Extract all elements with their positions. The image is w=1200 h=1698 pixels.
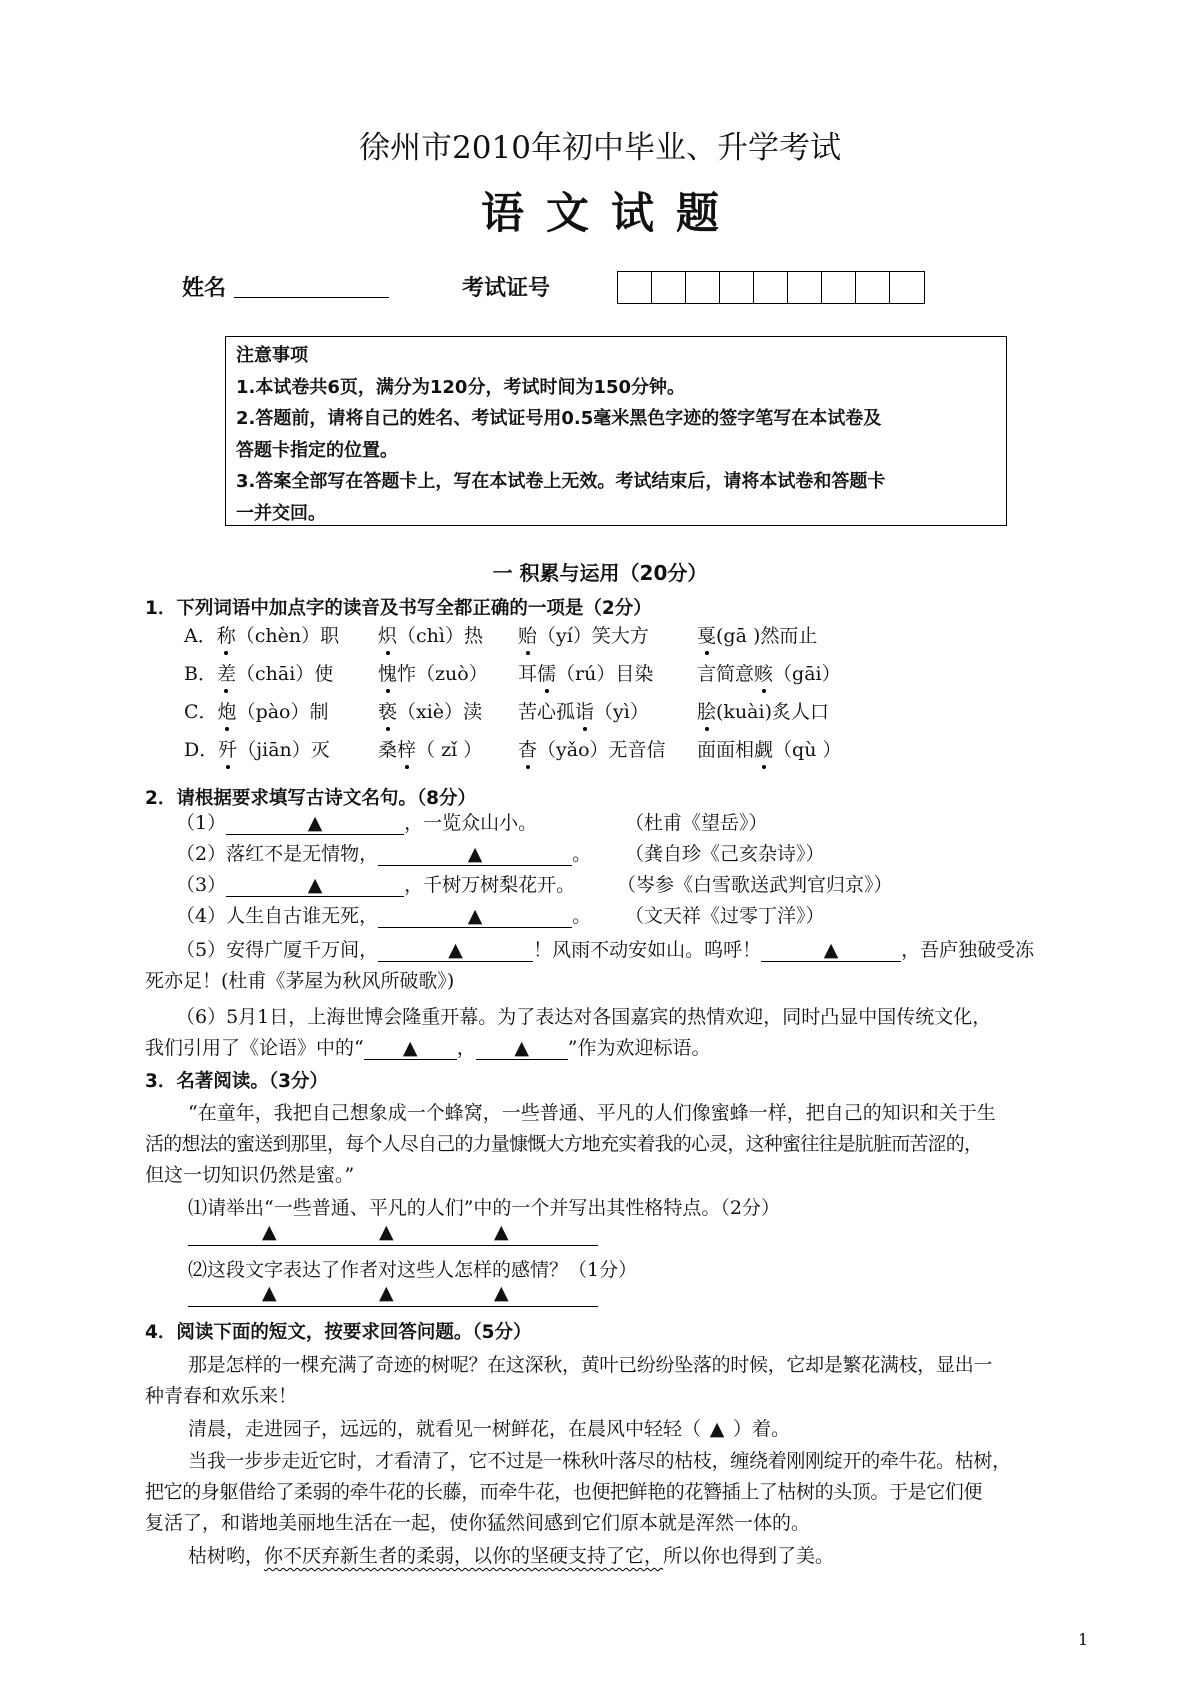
option-term [184, 659, 333, 686]
answer-blank[interactable]: ▲ [709, 1418, 725, 1440]
answer-blank[interactable]: ▲ [226, 874, 404, 897]
blank-marker: ▲ [262, 1282, 277, 1304]
q2-1-text: ，一览众山小。 [404, 812, 538, 834]
q2-5-source: 死亦足！(杜甫《茅屋为秋风所破歌》) [145, 970, 455, 992]
option-term [378, 621, 483, 648]
q2-6-comma: ， [456, 1037, 476, 1059]
q4-paragraph-line: 那是怎样的一棵充满了奇迹的树呢？在这深秋，黄叶已纷纷坠落的时候，它却是繁花满枝，显出一 [188, 1354, 993, 1376]
term-text: （ zǐ ） [416, 739, 483, 761]
blank-marker: ▲ [494, 1282, 509, 1304]
blank-marker: ▲ [379, 1282, 394, 1304]
q2-line-6: （6）5月1日，上海世博会隆重开幕。为了表达对各国嘉宾的热情欢迎，同时凸显中国传统文化， [176, 1006, 992, 1028]
term-text: （chāi）使 [235, 663, 334, 685]
q2-line-1 [176, 808, 537, 835]
option-term [518, 659, 653, 686]
term-text: （yí）笑大方 [537, 625, 649, 647]
answer-blank[interactable]: ▲ [476, 1037, 568, 1060]
exam-id-digit-box[interactable] [720, 272, 754, 303]
q2-line-5 [176, 935, 1034, 962]
term-text: （gāi） [773, 663, 841, 685]
notice-box [225, 336, 1007, 526]
q2-5-middle: ！风雨不动安如山。呜呼！ [533, 939, 762, 961]
option-term [378, 659, 488, 686]
term-text: （rú）目染 [556, 663, 654, 685]
option-term [184, 697, 329, 724]
option-term [378, 697, 482, 724]
q4-paragraph-line [188, 1414, 790, 1441]
id-label: 考试证号 [462, 276, 551, 301]
answer-line[interactable] [188, 1306, 598, 1307]
notice-line: 1.本试卷共6页，满分为120分，考试时间为150分钟。 [236, 376, 686, 398]
exam-title: 徐州市2010年初中毕业、升学考试 [359, 130, 841, 166]
term-text: （jiān）灭 [237, 739, 330, 761]
q2-3-prefix: （3） [176, 874, 227, 896]
term-text: C． [184, 701, 218, 723]
term-text: 苦心孤 [518, 701, 576, 723]
q4-paragraph-line [188, 1541, 834, 1568]
question-2-stem: 2．请根据要求填写古诗文名句。（8分） [145, 788, 476, 809]
term-text: （yì） [594, 701, 649, 723]
blank-marker: ▲ [262, 1221, 277, 1243]
question-1-stem: 1．下列词语中加点字的读音及书写全都正确的一项是（2分） [145, 598, 652, 619]
dotted-character: 贻 [518, 625, 538, 647]
q2-2-text: 。 [572, 843, 592, 865]
dotted-character: 梓 [397, 739, 417, 761]
answer-blank[interactable]: ▲ [378, 905, 572, 928]
dotted-character: 亵 [378, 701, 398, 723]
option-term [697, 735, 841, 762]
q2-line-2 [176, 839, 591, 866]
q3-quote-line: “在童年，我把自己想象成一个蜂窝，一些普通、平凡的人们像蜜蜂一样，把自己的知识和关于生 [188, 1102, 996, 1124]
term-text: 耳 [518, 663, 538, 685]
q2-4-text: 。 [572, 905, 592, 927]
term-text: （qù ） [773, 739, 842, 761]
blank-marker: ▲ [494, 1221, 509, 1243]
dotted-character: 炽 [378, 625, 398, 647]
dotted-character: 差 [216, 663, 236, 685]
exam-id-digit-box[interactable] [652, 272, 686, 303]
dotted-character: 戛 [697, 625, 717, 647]
term-text: (kuài)炙人口 [716, 701, 829, 723]
q2-3-source: （岑参《白雪歌送武判官归京》） [617, 874, 893, 896]
option-term [518, 697, 649, 724]
dotted-character: 炮 [217, 701, 237, 723]
q2-6-suffix: ”作为欢迎标语。 [567, 1037, 711, 1059]
exam-id-digit-box[interactable] [754, 272, 788, 303]
q2-1-source: （杜甫《望岳》） [625, 812, 768, 834]
notice-line: 答题卡指定的位置。 [236, 439, 398, 461]
q2-1-prefix: （1） [176, 812, 227, 834]
term-text: (gā )然而止 [716, 625, 818, 647]
page-number: 1 [1078, 1630, 1089, 1649]
answer-blank[interactable]: ▲ [226, 812, 404, 835]
notice-line: 一并交回。 [236, 502, 326, 524]
q4-p4-suffix: 所以你也得到了美。 [663, 1545, 835, 1567]
q3-sub-question-2: ⑵这段文字表达了作者对这些人怎样的感情？（1分） [188, 1259, 638, 1281]
q2-3-text: ，千树万树梨花开。 [404, 874, 576, 896]
q2-4-source: （文天祥《过零丁洋》） [625, 905, 825, 927]
q4-p2-prefix: 清晨，走进园子，远远的，就看见一树鲜花，在晨风中轻轻（ [188, 1418, 702, 1440]
q4-paragraph-line: 复活了，和谐地美丽地生活在一起，使你猛然间感到它们原本就是浑然一体的。 [145, 1512, 811, 1534]
q4-paragraph-line: 种青春和欢乐来！ [145, 1385, 298, 1407]
answer-blank[interactable]: ▲ [378, 939, 533, 962]
question-3-stem: 3．名著阅读。（3分） [145, 1071, 328, 1092]
term-text: （yǎo）无音信 [537, 739, 666, 761]
q2-line-3 [176, 870, 575, 897]
q4-paragraph-line: 当我一步步走近它时，才看清了，它不过是一株秋叶落尽的枯枝，缠绕着刚刚绽开的牵牛花。枯树， [188, 1450, 1011, 1472]
name-field[interactable] [234, 297, 389, 298]
term-text: 桑 [378, 739, 398, 761]
term-text: （chì）热 [397, 625, 483, 647]
term-text: 怍（zuò） [397, 663, 488, 685]
dotted-character: 儒 [537, 663, 557, 685]
section-heading: 一 积累与运用（20分） [492, 561, 708, 585]
term-text: （xiè）渎 [397, 701, 483, 723]
exam-id-digit-box[interactable] [822, 272, 856, 303]
exam-id-digit-box[interactable] [788, 272, 822, 303]
q2-2-prefix: （2）落红不是无情物， [176, 843, 379, 865]
term-text: （pào）制 [236, 701, 329, 723]
q2-6-prefix: 我们引用了《论语》中的“ [145, 1037, 364, 1059]
notice-heading: 注意事项 [236, 345, 308, 366]
notice-line: 3.答案全部写在答题卡上，写在本试卷上无效。考试结束后，请将本试卷和答题卡 [236, 471, 886, 492]
q4-paragraph-line: 把它的身躯借给了柔弱的牵牛花的长藤，而牵牛花，也便把鲜艳的花簪插上了枯树的头顶。于是它们便 [145, 1481, 983, 1503]
answer-blank[interactable]: ▲ [378, 843, 572, 866]
answer-blank[interactable]: ▲ [761, 939, 901, 962]
dotted-character: 杳 [518, 739, 538, 761]
exam-id-digit-box[interactable] [618, 272, 652, 303]
q2-5-suffix: ，吾庐独破受冻 [901, 939, 1035, 961]
blank-marker: ▲ [379, 1221, 394, 1243]
option-term [518, 735, 666, 762]
option-term [697, 697, 829, 724]
notice-line: 2.答题前，请将自己的姓名、考试证号用0.5毫米黑色字迹的签字笔写在本试卷及 [236, 408, 882, 429]
q2-line-4 [176, 901, 591, 928]
option-term [697, 659, 841, 686]
term-text: D． [184, 739, 219, 761]
option-term [378, 735, 482, 762]
subject-title: 语文试题 [481, 189, 741, 239]
exam-id-digit-box[interactable] [686, 272, 720, 303]
q4-p2-suffix: ）着。 [733, 1418, 791, 1440]
term-text: 言简意 [697, 663, 755, 685]
q2-4-prefix: （4）人生自古谁无死， [176, 905, 379, 927]
dotted-character: 歼 [218, 739, 238, 761]
exam-id-digit-box[interactable] [856, 272, 890, 303]
dotted-character: 脍 [697, 701, 717, 723]
answer-blank[interactable]: ▲ [364, 1037, 457, 1060]
option-term [518, 621, 649, 648]
wavy-underlined-sentence: 你不厌弃新生者的柔弱，以你的坚硬支持了它， [264, 1545, 664, 1567]
q2-5-prefix: （5）安得广厦千万间， [176, 939, 379, 961]
option-term [184, 735, 330, 762]
q2-line-6-cont [145, 1033, 710, 1060]
term-text: （chèn）职 [235, 625, 340, 647]
name-label: 姓名 [182, 276, 227, 301]
question-4-stem: 4．阅读下面的短文，按要求回答问题。（5分） [145, 1322, 532, 1343]
option-term [697, 621, 817, 648]
dotted-character: 愧 [378, 663, 398, 685]
dotted-character: 诣 [575, 701, 595, 723]
dotted-character: 赅 [754, 663, 774, 685]
q2-2-source: （龚自珍《己亥杂诗》） [625, 843, 825, 865]
q4-p4-prefix: 枯树哟， [188, 1545, 265, 1567]
term-text: 面面相 [697, 739, 755, 761]
dotted-character: 觑 [754, 739, 774, 761]
exam-id-boxes[interactable] [617, 271, 925, 304]
term-text: A． [184, 625, 217, 647]
term-text: B． [184, 663, 217, 685]
dotted-character: 称 [216, 625, 236, 647]
option-term [184, 621, 339, 648]
q3-quote-line: 但这一切知识仍然是蜜。” [145, 1164, 355, 1186]
q3-sub-question-1: ⑴请举出“一些普通、平凡的人们”中的一个并写出其性格特点。（2分） [188, 1197, 781, 1219]
q3-quote-line: 活的想法的蜜送到那里，每个人尽自己的力量慷慨大方地充实着我的心灵，这种蜜往往是肮脏而苦涩的， [145, 1133, 983, 1155]
answer-line[interactable] [188, 1245, 598, 1246]
exam-id-digit-box[interactable] [890, 272, 924, 303]
